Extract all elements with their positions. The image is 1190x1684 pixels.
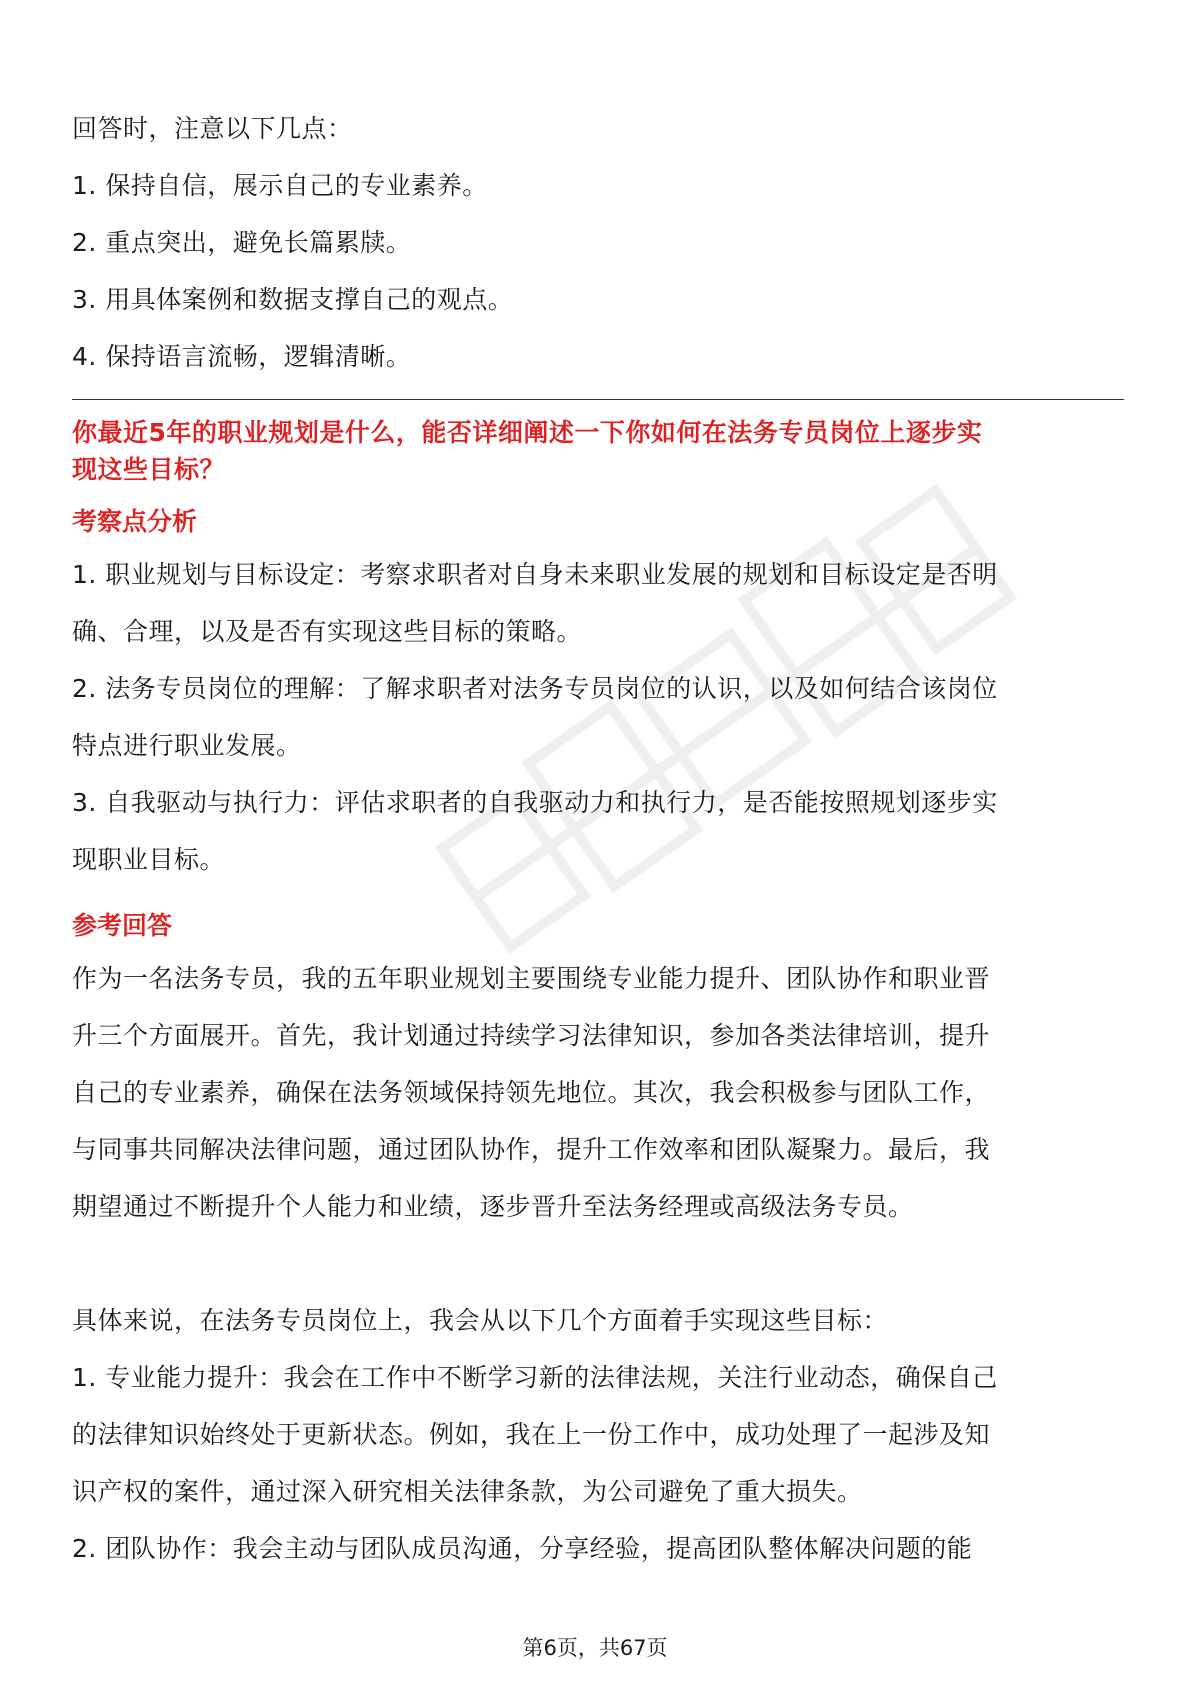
page-number: 第6页，共67页 [522, 1636, 668, 1660]
answer-heading: 参考回答 [72, 911, 173, 940]
question-line: 现这些目标？ [72, 455, 226, 484]
analysis-line: 现职业目标。 [72, 845, 226, 874]
document-page [72, 100, 1124, 1577]
answer-line: 自己的专业素养，确保在法务领域保持领先地位。其次，我会积极参与团队工作， [72, 1078, 991, 1107]
answer-line: 的法律知识始终处于更新状态。例如，我在上一份工作中，成功处理了一起涉及知 [72, 1420, 991, 1449]
answer-line: 与同事共同解决法律问题，通过团队协作，提升工作效率和团队凝聚力。最后，我 [72, 1135, 991, 1164]
intro-point: 3. 用具体案例和数据支撑自己的观点。 [72, 285, 514, 314]
analysis-heading: 考察点分析 [72, 507, 198, 536]
intro-point: 4. 保持语言流畅，逻辑清晰。 [72, 342, 412, 371]
analysis-section [72, 498, 1124, 888]
analysis-line: 特点进行职业发展。 [72, 731, 302, 760]
question-title [72, 414, 1124, 488]
answer-line: 2. 团队协作：我会主动与团队成员沟通，分享经验，提高团队整体解决问题的能 [72, 1534, 973, 1563]
answer-section [72, 902, 1124, 1577]
answer-line: 升三个方面展开。首先，我计划通过持续学习法律知识，参加各类法律培训，提升 [72, 1021, 991, 1050]
answer-line: 作为一名法务专员，我的五年职业规划主要围绕专业能力提升、团队协作和职业晋 [72, 964, 991, 993]
answer-line: 期望通过不断提升个人能力和业绩，逐步晋升至法务经理或高级法务专员。 [72, 1192, 914, 1221]
analysis-line: 确、合理，以及是否有实现这些目标的策略。 [72, 617, 583, 646]
answer-line: 识产权的案件，通过深入研究相关法律条款，为公司避免了重大损失。 [72, 1477, 863, 1506]
analysis-line: 1. 职业规划与目标设定：考察求职者对自身未来职业发展的规划和目标设定是否明 [72, 560, 998, 589]
analysis-line: 3. 自我驱动与执行力：评估求职者的自我驱动力和执行力，是否能按照规划逐步实 [72, 788, 998, 817]
answer-line: 具体来说，在法务专员岗位上，我会从以下几个方面着手实现这些目标： [72, 1306, 889, 1335]
intro-point: 2. 重点突出，避免长篇累牍。 [72, 228, 412, 257]
intro-lead: 回答时，注意以下几点： [72, 114, 353, 143]
analysis-line: 2. 法务专员岗位的理解：了解求职者对法务专员岗位的认识，以及如何结合该岗位 [72, 674, 998, 703]
intro-section [72, 100, 1124, 385]
question-line: 你最近5年的职业规划是什么，能否详细阐述一下你如何在法务专员岗位上逐步实 [72, 418, 983, 447]
section-divider [72, 399, 1124, 400]
intro-point: 1. 保持自信，展示自己的专业素养。 [72, 171, 488, 200]
answer-line: 1. 专业能力提升：我会在工作中不断学习新的法律法规，关注行业动态，确保自己 [72, 1363, 998, 1392]
